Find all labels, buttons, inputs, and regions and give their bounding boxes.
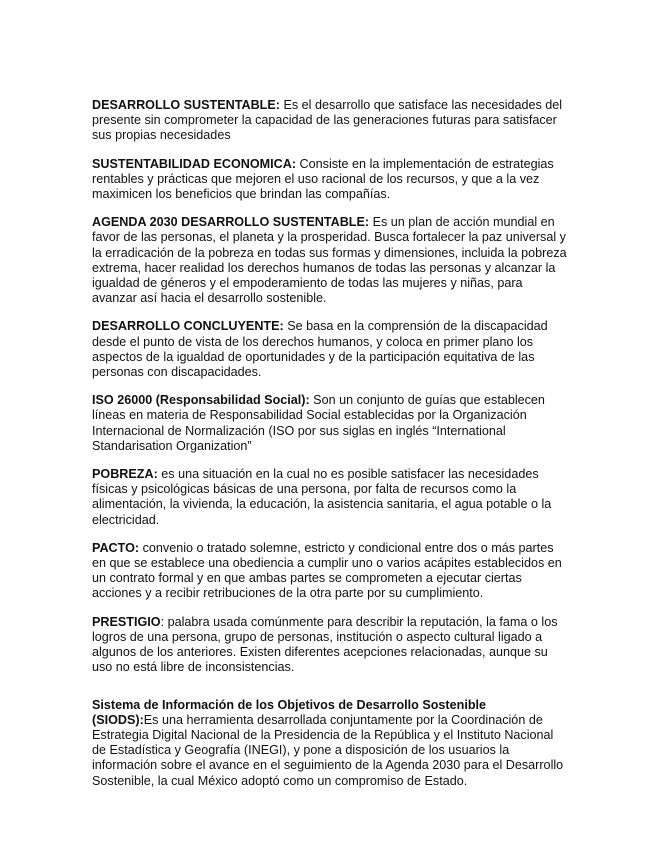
term-label: PRESTIGIO [92, 614, 161, 629]
definition-text: Es una herramienta desarrollada conjuntamente por la Coordinación de Estrategia Digital Nacional de la Presidencia de la República y el Instituto Nacional de Estadística y Geografía (INEGI), y pone a disposición de los usuarios la información sobre el avance en el seguimiento de la Agenda 2030 para el Desarrollo Sostenible, la cual México adoptó como un compromiso de Estado. [92, 712, 564, 788]
definition-desarrollo-concluyente [92, 319, 570, 380]
definition-text: Es el desarrollo que satisface las necesidades del presente sin comprometer la capacidad de las generaciones futuras para satisfacer sus propias necesidades [92, 98, 563, 143]
term-label: (SIODS): [92, 712, 144, 727]
definition-text: Consiste en la implementación de estrategias rentables y prácticas que mejoren el uso racional de los recursos, y que a la vez maximicen los beneficios que brindan las compañías. [92, 156, 554, 202]
definition-text: Es un plan de acción mundial en favor de las personas, el planeta y la prosperidad. Busca fortalecer la paz universal y la erradicación de la pobreza en todas sus formas y dimensiones, incluida la pobreza extrema, hacer realidad los derechos humanos de todas las personas y alcanzar la igualdad de géneros y el empoderamiento de todas las mujeres y niñas, para avanzar así hacia el desarrollo sostenible. [92, 215, 567, 306]
definition-desarrollo-sustentable [92, 98, 570, 144]
definition-siods [92, 698, 570, 789]
term-label: SUSTENTABILIDAD ECONOMICA: [92, 156, 297, 171]
term-label: PACTO: [92, 540, 140, 555]
definition-text: Se basa en la comprensión de la discapacidad desde el punto de vista de los derechos humanos, y coloca en primer plano los aspectos de la igualdad de oportunidades y de la participación equitativa de las personas con discapacidades. [92, 319, 548, 380]
definition-agenda-2030 [92, 215, 570, 306]
definition-text: convenio o tratado solemne, estricto y condicional entre dos o más partes en que se establece una obediencia a cumplir uno o varios acápites establecidos en un contrato formal y en que ambas partes se comprometen a ejecutar ciertas acciones y a recibir retribuciones de la otra parte por su cumplimiento. [92, 540, 562, 601]
term-label: AGENDA 2030 DESARROLLO SUSTENTABLE: [92, 215, 370, 230]
definition-text: Son un conjunto de guías que establecen líneas en materia de Responsabilidad Social establecidas por la Organización Internacional de Normalización (ISO por sus siglas en inglés “International Standarisation Organization” [92, 393, 545, 453]
definition-iso-26000 [92, 393, 570, 454]
term-label: DESARROLLO SUSTENTABLE: [92, 98, 280, 112]
term-label: ISO 26000 (Responsabilidad Social): [92, 393, 310, 408]
definition-pobreza [92, 467, 570, 528]
definition-prestigio [92, 615, 570, 676]
definition-text: : palabra usada comúnmente para describir la reputación, la fama o los logros de una persona, grupo de personas, institución o aspecto cultural ligado a algunos de los anteriores. Existen diferentes acepciones relacionadas, aunque su uso no está libre de inconsistencias. [92, 614, 558, 675]
definition-text: es una situación en la cual no es posible satisfacer las necesidades físicas y psicológicas básicas de una persona, por falta de recursos como la alimentación, la vivienda, la educación, la asistencia sanitaria, el agua potable o la electricidad. [92, 467, 552, 527]
siods-title: Sistema de Información de los Objetivos de Desarrollo Sostenible [92, 697, 487, 712]
document-page [92, 98, 570, 802]
term-label: POBREZA: [92, 467, 158, 482]
term-label: DESARROLLO CONCLUYENTE: [92, 319, 284, 334]
definition-sustentabilidad-economica [92, 157, 570, 203]
definition-pacto [92, 541, 570, 602]
